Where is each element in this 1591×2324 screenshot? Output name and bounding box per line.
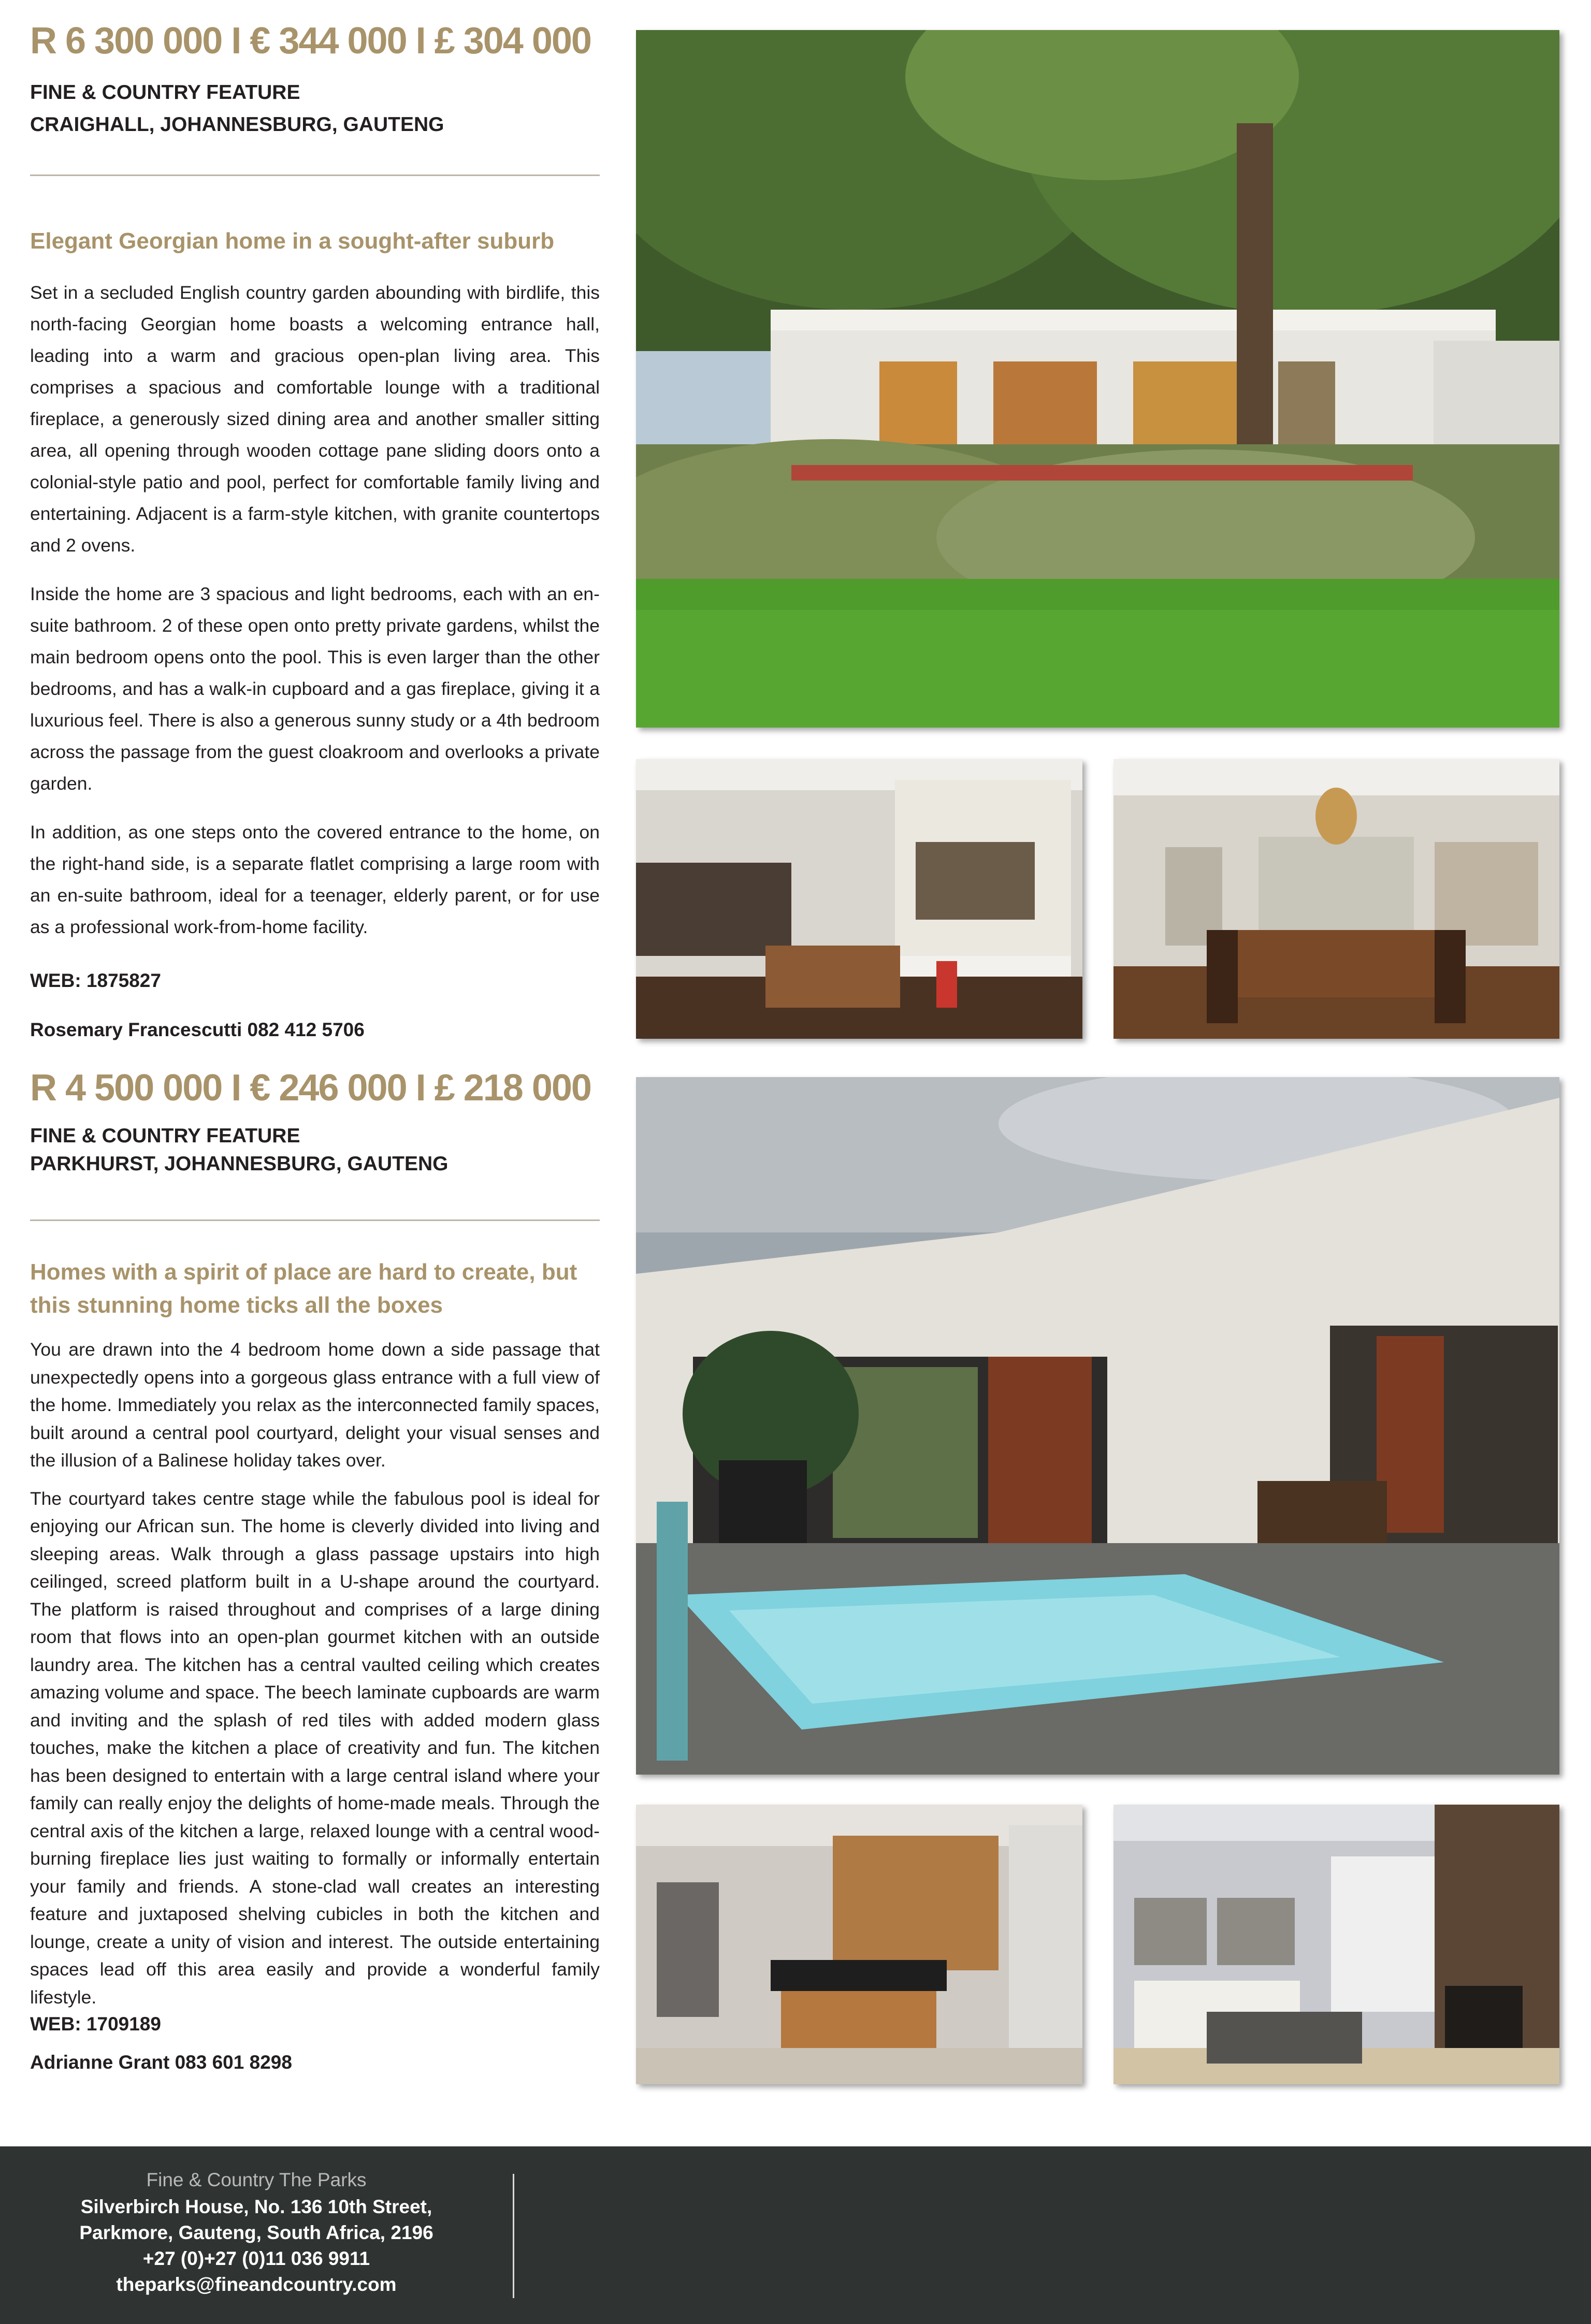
photo-modern-kitchen xyxy=(636,1805,1082,2084)
feature-label: FINE & COUNTRY FEATURE xyxy=(30,81,300,104)
web-reference: WEB: 1709189 xyxy=(30,2013,161,2035)
footer-divider xyxy=(513,2174,514,2298)
listing-text xyxy=(30,0,600,1056)
headline: Homes with a spirit of place are hard to create, but this stunning home ticks all the boxes xyxy=(30,1259,577,1318)
office-phone: +27 (0)+27 (0)11 036 9911 xyxy=(142,2248,370,2269)
paragraph: You are drawn into the 4 bedroom home down a side passage that unexpectedly opens into a gorgeous glass entrance with a full view of the home. Immediately you relax as the interconnected family spaces, built around a central pool courtyard, delight your visual senses and the illusion of a Balinese holiday takes over. xyxy=(30,1339,600,1471)
location: CRAIGHALL, JOHANNESBURG, GAUTENG xyxy=(30,113,444,136)
price: R 4 500 000 I € 246 000 I £ 218 000 xyxy=(30,1067,591,1109)
divider xyxy=(30,1219,600,1221)
office-address-line-1: Silverbirch House, No. 136 10th Street, xyxy=(80,2196,432,2217)
office-details xyxy=(62,2166,451,2298)
agent-contact: Rosemary Francescutti 082 412 5706 xyxy=(30,1019,365,1040)
price: R 6 300 000 I € 344 000 I £ 304 000 xyxy=(30,20,591,62)
office-name: Fine & Country The Parks xyxy=(146,2169,367,2190)
photo-pool-courtyard xyxy=(636,1077,1559,1775)
divider xyxy=(30,175,600,176)
description xyxy=(30,277,600,960)
listing-craighall xyxy=(0,0,1591,1056)
location: PARKHURST, JOHANNESBURG, GAUTENG xyxy=(30,1153,449,1175)
feature-label: FINE & COUNTRY FEATURE xyxy=(30,1125,300,1147)
footer xyxy=(0,2146,1591,2324)
office-address-line-2: Parkmore, Gauteng, South Africa, 2196 xyxy=(79,2222,433,2243)
paragraph: Inside the home are 3 spacious and light bedrooms, each with an en-suite bathroom. 2 of these open onto pretty private gardens, whilst the main bedroom opens onto the pool. This is even larger than the other bedrooms, and has a walk-in cupboard and a gas fireplace, giving it a luxurious feel. There is also a generous sunny study or a 4th bedroom across the passage from the guest cloakroom and overlooks a private garden. xyxy=(30,584,600,794)
office-email[interactable]: theparks@fineandcountry.com xyxy=(116,2274,397,2295)
paragraph: The courtyard takes centre stage while the fabulous pool is ideal for enjoying our African sun. The home is cleverly divided into living and sleeping areas. Walk through a glass passage upstairs into high ceilinged, screed platform built in a U-shape around the courtyard. The platform is raised throughout and comprises of a large dining room that flows into an open-plan gourmet kitchen with an outside laundry area. The kitchen has a central vaulted ceiling which creates amazing volume and space. The beech laminate cupboards are warm and inviting and the splash of red tiles with added modern glass touches, make the kitchen a place of creativity and fun. The kitchen has been designed to entertain with a large central island where your family can really enjoy the delights of home-made meals. Through the central axis of the kitchen a large, relaxed lounge with a central wood-burning fireplace lies just waiting to formally or informally entertain your family and friends. A stone-clad wall creates an interesting feature and juxtaposed shelving cubicles in both the kitchen and lounge, create a unity of vision and interest. The outside entertaining spaces lead off this area easily and provide a wonderful family lifestyle. xyxy=(30,1488,600,2008)
listing-text xyxy=(30,1056,600,2123)
paragraph: In addition, as one steps onto the covered entrance to the home, on the right-hand side, is a separate flatlet comprising a large room with an en-suite bathroom, ideal for a teenager, elderly parent, or for use as a professional work-from-home facility. xyxy=(30,822,600,937)
headline: Elegant Georgian home in a sought-after suburb xyxy=(30,228,555,254)
agent-contact: Adrianne Grant 083 601 8298 xyxy=(30,2052,292,2073)
photo-dining-room xyxy=(1113,759,1559,1039)
photo-garden-exterior xyxy=(636,30,1559,728)
web-reference: WEB: 1875827 xyxy=(30,970,161,991)
photo-lounge xyxy=(1113,1805,1559,2084)
paragraph: Set in a secluded English country garden abounding with birdlife, this north-facing Georgian home boasts a welcoming entrance hall, leading into a warm and gracious open-plan living area. This comprises a spacious and comfortable lounge with a traditional fireplace, a generously sized dining area and another smaller sitting area, all opening through wooden cottage pane sliding doors onto a colonial-style patio and pool, perfect for comfortable family living and entertaining. Adjacent is a farm-style kitchen, with granite countertops and 2 ovens. xyxy=(30,282,600,556)
photo-kitchen xyxy=(636,759,1082,1039)
listing-parkhurst xyxy=(0,1056,1591,2123)
description xyxy=(30,1336,600,2028)
